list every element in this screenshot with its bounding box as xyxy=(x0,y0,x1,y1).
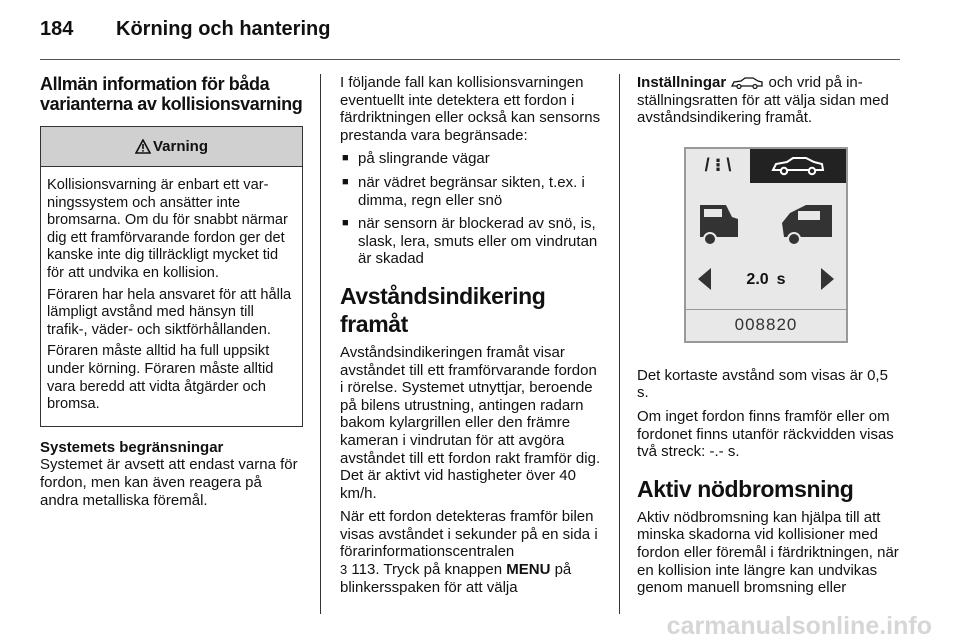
column-divider-2 xyxy=(619,74,620,614)
column-1 xyxy=(40,74,303,509)
display-top-bar xyxy=(686,149,846,183)
vehicle-ahead-icon xyxy=(782,205,832,245)
own-car-icon xyxy=(700,205,738,245)
settings-text: och vrid på inställningsratten för att välja sidan med avståndsindikering framåt. xyxy=(637,74,889,127)
time-unit: s xyxy=(776,270,786,288)
warning-header xyxy=(41,127,302,167)
vehicle-distance-graphic xyxy=(686,193,846,253)
braking-paragraph: Aktiv nödbromsning kan hjälpa till att minska skadorna vid kollisioner med fordon eller föremål i färdriktningen, när en kollision inte längre kan undvikas genom manuell bromsning eller xyxy=(637,508,899,597)
display-active-tab xyxy=(750,149,846,183)
detection-text: När ett fordon detekteras framför bilen visas avståndet i sekunder på en sida i förarinformationscentralen xyxy=(340,508,598,561)
car-icon xyxy=(770,156,826,176)
warning-body xyxy=(41,167,302,426)
warning-paragraph: Föraren har hela ansvaret för att hålla lämpligt avstånd med hänsyn till trafik-, väder- och siktförhållanden. xyxy=(47,286,292,338)
warning-box xyxy=(40,126,303,427)
display-menu-symbols: / ⁝ \ xyxy=(686,149,750,183)
warning-paragraph: Föraren måste alltid ha full uppsikt under körning. Föraren måste alltid vara beredd att vidta åtgärder och bromsa. xyxy=(47,343,274,413)
odometer-readout: 008820 xyxy=(686,309,846,341)
page-reference-icon: 3 xyxy=(340,562,348,578)
page-header xyxy=(40,18,330,48)
column-3 xyxy=(637,74,902,597)
settings-label: Inställningar xyxy=(637,74,727,91)
distance-paragraph: Avståndsindikeringen framåt visar avståndet till ett framförvarande fordon i rörelse. Systemet utnyttjar, beroende på bilens utrustning, antingen radarn bakom kylargrillen eller den främre kameran i vindrutan för att avgöra avståndet till ett fordon rakt framför dig. Det är aktivt vid hastigheter över 40 km/h. xyxy=(340,343,601,502)
limitations-heading: Systemets begränsningar xyxy=(40,438,224,456)
header-divider xyxy=(40,59,900,60)
column-divider-1 xyxy=(320,74,321,614)
menu-key-label: MENU xyxy=(506,561,551,579)
detection-text-end: på blinkersspaken för att välja xyxy=(340,561,572,596)
settings-paragraph xyxy=(637,74,902,127)
chapter-title: Körning och hantering xyxy=(116,18,331,40)
limitations-list xyxy=(340,150,602,268)
car-settings-icon xyxy=(730,77,764,89)
no-vehicle-paragraph: Om inget fordon finns framför eller om fordonet finns utanför räckvidden visas två streck: -.- s. xyxy=(637,407,894,461)
intro-paragraph: I följande fall kan kollisionsvarningen eventuellt inte detektera ett fordon i färdriktningen eller också kan sensorns prestanda vara begränsade: xyxy=(340,74,601,144)
detection-text-mid: . Tryck på knappen xyxy=(375,561,503,579)
time-value: 2.0 xyxy=(746,270,769,288)
warning-label: Varning xyxy=(152,137,208,155)
column-2 xyxy=(340,74,602,596)
list-item: ■ på slingrande vägar xyxy=(340,150,602,168)
driver-info-display xyxy=(684,147,848,343)
section-heading-distance: Avståndsindikering framåt xyxy=(340,282,546,337)
watermark: carmanualsonline.info xyxy=(666,612,932,640)
min-distance-paragraph: Det kortaste avstånd som visas är 0,5 s. xyxy=(637,366,888,402)
warning-paragraph: Kollisionsvarning är enbart ett varningssystem och ansätter inte bromsarna. Om du för snabbt närmar dig ett framförvarande fordon ger det kanske inte dig tillräckligt mycket tid för att undvika en kollision. xyxy=(47,177,288,281)
page-number: 184 xyxy=(40,18,74,40)
detection-paragraph xyxy=(340,508,602,596)
section-heading-general: Allmän information för båda varianterna av kollisionsvarning xyxy=(40,74,303,114)
page-reference-link[interactable]: 113 xyxy=(351,561,376,579)
warning-triangle-icon xyxy=(135,139,151,154)
limitations-text: Systemet är avsett att endast varna för fordon, men kan även reagera på andra metalliska föremål. xyxy=(40,456,298,509)
list-item: ■ när sensorn är blockerad av snö, is, slask, lera, smuts eller om vindrutan är skadad xyxy=(340,215,602,268)
list-item: ■ när vädret begränsar sikten, t.ex. i dimma, regn eller snö xyxy=(340,174,602,209)
section-heading-braking: Aktiv nödbromsning xyxy=(637,475,854,502)
arrow-right-icon xyxy=(820,268,834,290)
